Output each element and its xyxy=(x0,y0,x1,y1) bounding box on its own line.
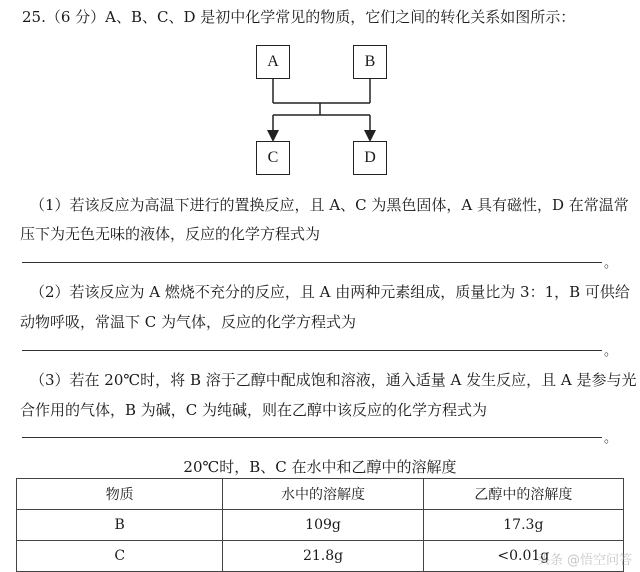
part2-answer-blank[interactable] xyxy=(22,350,602,351)
part2-period: 。 xyxy=(604,344,618,359)
diagram-box-d: D xyxy=(353,141,387,175)
part3-text-line2: 合作用的气体，B 为碱，C 为纯碱，则在乙醇中该反应的化学方程式为 xyxy=(20,401,488,419)
part3-period: 。 xyxy=(604,431,618,446)
part1-text-line2: 压下为无色无味的液体，反应的化学方程式为 xyxy=(20,225,321,243)
table-cell: C xyxy=(17,541,223,572)
solubility-table xyxy=(16,478,624,572)
table-row xyxy=(17,510,624,541)
question-title: 25.（6 分）A、B、C、D 是初中化学常见的物质，它们之间的转化关系如图所示： xyxy=(22,8,576,26)
part1-period: 。 xyxy=(604,256,618,271)
diagram-box-c: C xyxy=(256,141,290,175)
table-header-row xyxy=(17,479,624,510)
part3-text-line1: （3）若在 20℃时，将 B 溶于乙醇中配成饱和溶液，通入适量 A 发生反应，且 A 是参与光 xyxy=(30,371,637,389)
table-cell: 21.8g xyxy=(223,541,423,572)
diagram-box-a: A xyxy=(256,45,290,79)
part1-answer-blank[interactable] xyxy=(22,262,602,263)
diagram-box-b: B xyxy=(353,45,387,79)
table-cell: B xyxy=(17,510,223,541)
watermark: 头条 @悟空问答 xyxy=(536,553,632,568)
header-water-solubility: 水中的溶解度 xyxy=(223,479,423,510)
part2-text-line2: 动物呼吸，常温下 C 为气体，反应的化学方程式为 xyxy=(20,313,357,331)
table-row xyxy=(17,541,624,572)
part3-answer-blank[interactable] xyxy=(22,437,602,438)
header-substance: 物质 xyxy=(17,479,223,510)
header-ethanol-solubility: 乙醇中的溶解度 xyxy=(423,479,623,510)
part1-text-line1: （1）若该反应为高温下进行的置换反应，且 A、C 为黑色固体，A 具有磁性，D 在常温常 xyxy=(30,196,629,214)
reaction-diagram-connectors xyxy=(0,0,640,200)
table-cell: <0.01g xyxy=(423,541,623,572)
table-caption: 20℃时，B、C 在水中和乙醇中的溶解度 xyxy=(183,458,457,476)
table-cell: 17.3g xyxy=(423,510,623,541)
table-cell: 109g xyxy=(223,510,423,541)
part2-text-line1: （2）若该反应为 A 燃烧不充分的反应，且 A 由两种元素组成，质量比为 3：1，B 可供给 xyxy=(30,283,630,301)
